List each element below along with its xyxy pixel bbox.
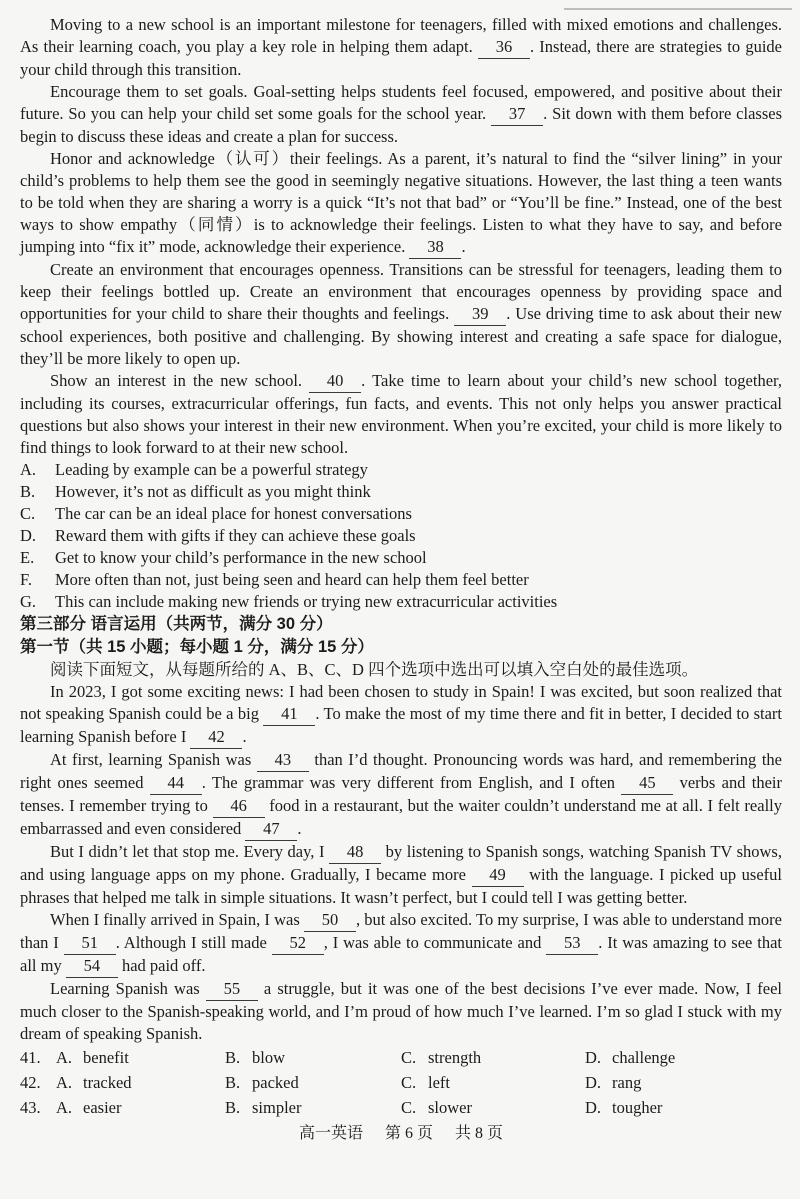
option-label: D. [20, 526, 37, 545]
question-row-41 [20, 1045, 782, 1070]
option-text: rang [612, 1073, 642, 1092]
paragraph: Honor and acknowledge（认可）their feelings. As a parent, it’s natural to find the “silver lining” in your child’s problems to help them see the good in seemingly negative situations. However, the last thing a teen wants to be told when they are sharing a worry is a quick “It’s not that bad” or “You’ll be fine.” Instead, one of the best ways to show empathy（同情）is to acknowledge their feelings. Listen to what they have to say, and before jumping into “fix it” mode, acknowledge their experience. 38 . [20, 148, 782, 259]
cloze-instruction: 阅读下面短文，从每题所给的 A、B、C、D 四个选项中选出可以填入空白处的最佳选项。 [50, 660, 699, 679]
blank-54: 54 [66, 955, 118, 978]
option-item-e [20, 547, 782, 569]
option-item-c [20, 503, 782, 525]
question-row-42 [20, 1070, 782, 1095]
blank-47: 47 [245, 818, 297, 841]
option-text: simpler [252, 1098, 302, 1117]
option-text: easier [83, 1098, 122, 1117]
page-footer [20, 1123, 782, 1145]
option-label: A. [56, 1048, 73, 1067]
question-option [585, 1095, 782, 1120]
option-text: tougher [612, 1098, 663, 1117]
option-text: Reward them with gifts if they can achieve these goals [55, 526, 416, 545]
option-label: A. [56, 1073, 73, 1092]
blank-46: 46 [213, 795, 265, 818]
scan-artifact-line [564, 8, 792, 10]
option-item-g [20, 591, 782, 613]
option-text: left [428, 1073, 450, 1092]
blank-42: 42 [190, 726, 242, 749]
paragraph: When I finally arrived in Spain, I was 50 , but also excited. To my surprise, I was able to understand more than I 51 . Although I still made 52 , I was able to communicate and 53 . It was amazing to see that all my 54 had paid off. [20, 909, 782, 978]
option-text: Get to know your child’s performance in the new school [55, 548, 427, 567]
option-item-b [20, 481, 782, 503]
reading-options [20, 459, 782, 613]
blank-38: 38 [409, 236, 461, 259]
question-option [225, 1095, 401, 1120]
option-label: C. [401, 1098, 417, 1117]
option-label: D. [585, 1073, 602, 1092]
paragraph: Show an interest in the new school. 40 . Take time to learn about your child’s new school together, including its courses, extracurricular offerings, fun facts, and events. This not only helps you answer practical questions but also shows your interest in their new environment. When you’re excited, your child is more likely to find things to look forward to at their new school. [20, 371, 782, 457]
blank-41: 41 [263, 703, 315, 726]
option-text: strength [428, 1048, 482, 1067]
option-label: A. [20, 460, 37, 479]
option-label: B. [225, 1098, 241, 1117]
question-number: 42. [20, 1073, 41, 1092]
option-text: The car can be an ideal place for honest conversations [55, 504, 412, 523]
option-text: slower [428, 1098, 472, 1117]
reading-passage [20, 14, 782, 459]
option-label: G. [20, 592, 37, 611]
blank-52: 52 [272, 932, 324, 955]
question-option [225, 1045, 401, 1070]
cloze-passage [20, 681, 782, 1045]
question-option [56, 1045, 225, 1070]
option-label: F. [20, 570, 32, 589]
option-text: benefit [83, 1048, 129, 1067]
question-option [225, 1070, 401, 1095]
option-item-f [20, 569, 782, 591]
question-option [401, 1095, 585, 1120]
blank-40: 40 [309, 370, 361, 393]
footer-page-number: 第 6 页 [384, 1125, 433, 1142]
exam-page [20, 14, 782, 1145]
blank-45: 45 [621, 772, 673, 795]
section1-header: 第一节（共 15 小题；每小题 1 分，满分 15 分） [20, 638, 374, 656]
option-label: C. [20, 504, 36, 523]
question-number: 43. [20, 1098, 41, 1117]
option-label: B. [225, 1048, 241, 1067]
option-label: D. [585, 1048, 602, 1067]
option-label: A. [56, 1098, 73, 1117]
question-option [401, 1045, 585, 1070]
option-text: challenge [612, 1048, 676, 1067]
question-option [56, 1095, 225, 1120]
paragraph: Moving to a new school is an important milestone for teenagers, filled with mixed emotions and challenges. As their learning coach, you play a key role in helping them adapt. 36 . Instead, there are strategies to guide your child through this transition. [20, 15, 782, 79]
cloze-questions [20, 1045, 782, 1120]
option-item-d [20, 525, 782, 547]
footer-subject: 高一英语 [298, 1125, 363, 1142]
option-text: However, it’s not as difficult as you might think [55, 482, 371, 501]
option-label: D. [585, 1098, 602, 1117]
blank-39: 39 [454, 303, 506, 326]
paragraph: Learning Spanish was 55 a struggle, but it was one of the best decisions I’ve ever made. Now, I feel much closer to the Spanish-speaking world, and I’m proud of how much I’ve learned. I’m so glad I stuck with my dream of speaking Spanish. [20, 979, 782, 1043]
blank-44: 44 [150, 772, 202, 795]
blank-43: 43 [257, 749, 309, 772]
paragraph: Create an environment that encourages openness. Transitions can be stressful for teenagers, leading them to keep their feelings bottled up. Create an environment that encourages openness by providing space and opportunities for your child to share their thoughts and feelings. 39 . Use driving time to ask about their new school experiences, both positive and challenging. By showing interest and creating a safe space for dialogue, they’ll be more likely to open up. [20, 260, 782, 368]
blank-36: 36 [478, 36, 530, 59]
question-option [401, 1070, 585, 1095]
blank-37: 37 [491, 103, 543, 126]
question-option [56, 1070, 225, 1095]
paragraph: In 2023, I got some exciting news: I had been chosen to study in Spain! I was excited, but soon realized that not speaking Spanish could be a big 41 . To make the most of my time there and fit in better, I decided to start learning Spanish before I 42 . [20, 681, 782, 749]
blank-48: 48 [329, 841, 381, 864]
part3-header: 第三部分 语言运用（共两节，满分 30 分） [20, 615, 333, 633]
question-option [585, 1070, 782, 1095]
question-option [585, 1045, 782, 1070]
option-text: tracked [83, 1073, 132, 1092]
blank-51: 51 [64, 932, 116, 955]
option-text: blow [252, 1048, 285, 1067]
option-label: B. [20, 482, 36, 501]
blank-53: 53 [546, 932, 598, 955]
blank-55: 55 [206, 978, 258, 1001]
blank-49: 49 [472, 864, 524, 887]
option-label: B. [225, 1073, 241, 1092]
option-text: More often than not, just being seen and heard can help them feel better [55, 570, 529, 589]
option-text: packed [252, 1073, 299, 1092]
footer-page-total: 共 8 页 [455, 1125, 504, 1142]
question-row-43 [20, 1095, 782, 1120]
option-item-a [20, 459, 782, 481]
option-text: This can include making new friends or trying new extracurricular activities [55, 592, 558, 611]
option-label: C. [401, 1073, 417, 1092]
option-text: Leading by example can be a powerful strategy [55, 460, 368, 479]
option-label: E. [20, 548, 35, 567]
option-label: C. [401, 1048, 417, 1067]
paragraph: But I didn’t let that stop me. Every day, I 48 by listening to Spanish songs, watching Spanish TV shows, and using language apps on my phone. Gradually, I became more 49 with the language. I picked up useful phrases that helped me talk in simple situations. It wasn’t perfect, but I could tell I was getting better. [20, 842, 782, 907]
paragraph: At first, learning Spanish was 43 than I’d thought. Pronouncing words was hard, and remembering the right ones seemed 44 . The grammar was very different from English, and I often 45 verbs and their tenses. I remember trying to 46 food in a restaurant, but the waiter couldn’t understand me at all. I felt really embarrassed and even considered 47 . [20, 749, 782, 841]
question-number: 41. [20, 1048, 41, 1067]
blank-50: 50 [304, 909, 356, 932]
paragraph: Encourage them to set goals. Goal-setting helps students feel focused, empowered, and positive about their future. So you can help your child set some goals for the school year. 37 . Sit down with them before classes begin to discuss these ideas and create a plan for success. [20, 82, 783, 146]
